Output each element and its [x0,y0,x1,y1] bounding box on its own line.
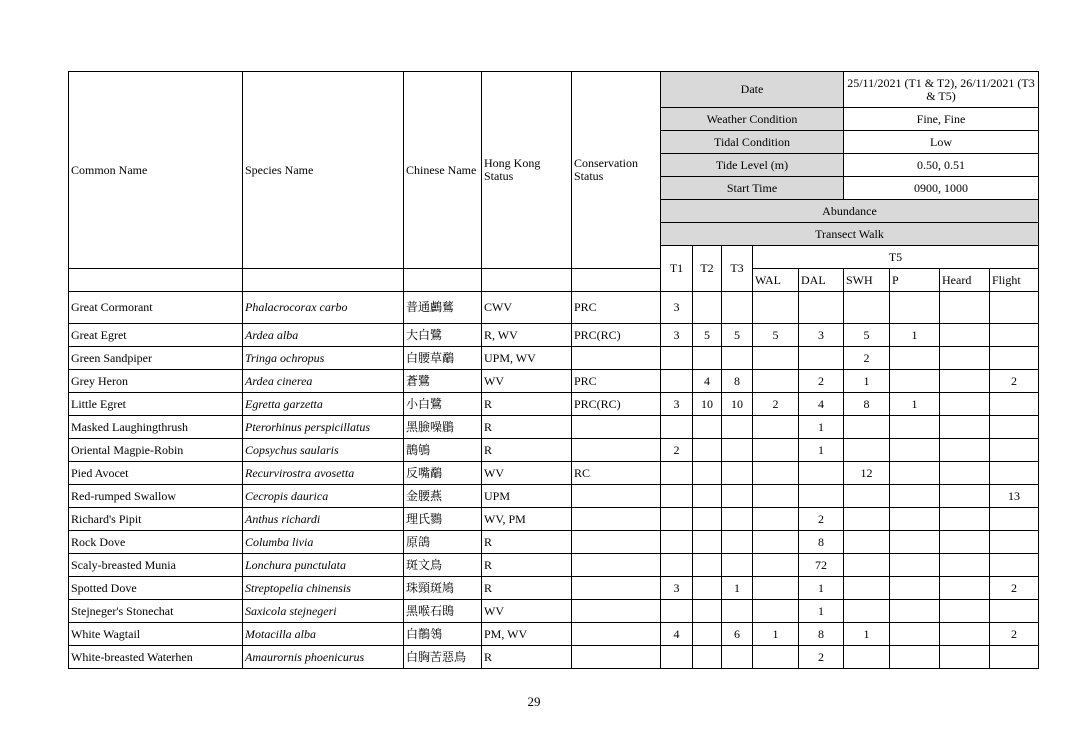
cell-dal [799,462,844,485]
cell-hk-status: R [482,577,572,600]
cell-t3 [722,600,753,623]
cell-species-name: Phalacrocorax carbo [243,292,404,324]
page-number: 29 [527,694,541,709]
cell-p [890,347,940,370]
cell-species-name: Tringa ochropus [243,347,404,370]
cell-species-name: Saxicola stejnegeri [243,600,404,623]
cell-common-name: Green Sandpiper [69,347,243,370]
cell-p [890,462,940,485]
header-hk-status: Hong Kong Status [482,72,572,269]
cell-t3 [722,508,753,531]
cell-common-name: Stejneger's Stonechat [69,600,243,623]
cell-species-name: Ardea alba [243,324,404,347]
cell-flight: 2 [990,577,1039,600]
table-row [69,416,1039,439]
cell-t3: 6 [722,623,753,646]
cell-chinese-name: 蒼鷺 [404,370,482,393]
cell-chinese-name: 金腰燕 [404,485,482,508]
cell-t2 [693,292,722,324]
cell-p [890,531,940,554]
cell-flight [990,646,1039,669]
cell-common-name: White Wagtail [69,623,243,646]
cell-chinese-name: 白腰草鷸 [404,347,482,370]
cell-dal: 3 [799,324,844,347]
cell-heard [940,416,990,439]
header-t5: T5 [753,246,1039,269]
cell-conservation-status [572,646,661,669]
header-swh: SWH [844,269,890,292]
cell-t3 [722,292,753,324]
cell-swh: 5 [844,324,890,347]
cell-t1 [661,416,693,439]
cell-heard [940,531,990,554]
cell-t1 [661,462,693,485]
cell-conservation-status [572,508,661,531]
cell-swh [844,439,890,462]
bird-survey-table [68,71,1039,669]
table-row [69,393,1039,416]
header-species-name: Species Name [243,72,404,269]
cell-dal [799,347,844,370]
table-row [69,485,1039,508]
cell-t2 [693,600,722,623]
cell-conservation-status: PRC [572,292,661,324]
cell-chinese-name: 黑臉噪鶥 [404,416,482,439]
cell-flight [990,554,1039,577]
cell-common-name: Scaly-breasted Munia [69,554,243,577]
cell-hk-status: R [482,554,572,577]
cell-flight [990,600,1039,623]
cell-t1 [661,600,693,623]
survey-value-date: 25/11/2021 (T1 & T2), 26/11/2021 (T3 & T5) [844,72,1039,108]
cell-common-name: Grey Heron [69,370,243,393]
cell-heard [940,462,990,485]
cell-t3: 8 [722,370,753,393]
cell-t3 [722,439,753,462]
cell-common-name: Rock Dove [69,531,243,554]
cell-species-name: Cecropis daurica [243,485,404,508]
header-p: P [890,269,940,292]
cell-hk-status: R, WV [482,324,572,347]
header-conservation-status: Conservation Status [572,72,661,269]
cell-common-name: White-breasted Waterhen [69,646,243,669]
cell-wal: 5 [753,324,799,347]
cell-heard [940,324,990,347]
cell-t2 [693,531,722,554]
cell-p [890,577,940,600]
cell-conservation-status: PRC(RC) [572,324,661,347]
cell-flight: 2 [990,370,1039,393]
cell-flight [990,347,1039,370]
table-row [69,347,1039,370]
cell-wal [753,646,799,669]
cell-flight: 2 [990,623,1039,646]
cell-common-name: Pied Avocet [69,462,243,485]
cell-heard [940,623,990,646]
header-chinese-name: Chinese Name [404,72,482,269]
cell-swh: 8 [844,393,890,416]
cell-flight [990,508,1039,531]
cell-hk-status: WV [482,600,572,623]
cell-heard [940,393,990,416]
cell-t3: 5 [722,324,753,347]
cell-hk-status: R [482,531,572,554]
header-spacer [482,269,572,292]
table-row [69,531,1039,554]
cell-chinese-name: 白胸苦惡鳥 [404,646,482,669]
cell-dal: 2 [799,508,844,531]
cell-t3 [722,462,753,485]
cell-dal: 2 [799,370,844,393]
survey-label-tide-level: Tide Level (m) [661,154,844,177]
cell-conservation-status: PRC(RC) [572,393,661,416]
cell-wal [753,531,799,554]
cell-hk-status: R [482,439,572,462]
cell-dal: 8 [799,531,844,554]
cell-t3 [722,554,753,577]
cell-species-name: Amaurornis phoenicurus [243,646,404,669]
cell-dal: 1 [799,439,844,462]
cell-p: 1 [890,324,940,347]
cell-hk-status: WV [482,370,572,393]
cell-t2 [693,347,722,370]
header-spacer [572,269,661,292]
table-row [69,646,1039,669]
cell-hk-status: R [482,393,572,416]
header-wal: WAL [753,269,799,292]
cell-hk-status: R [482,646,572,669]
cell-common-name: Little Egret [69,393,243,416]
survey-value-start-time: 0900, 1000 [844,177,1039,200]
cell-swh [844,646,890,669]
table-row [69,370,1039,393]
cell-wal [753,485,799,508]
cell-chinese-name: 鵲鴝 [404,439,482,462]
cell-heard [940,646,990,669]
header-t3: T3 [722,246,753,292]
cell-swh: 2 [844,347,890,370]
cell-species-name: Streptopelia chinensis [243,577,404,600]
cell-hk-status: WV, PM [482,508,572,531]
cell-wal [753,347,799,370]
cell-t2 [693,508,722,531]
cell-swh: 1 [844,370,890,393]
cell-conservation-status: RC [572,462,661,485]
table-row [69,292,1039,324]
cell-flight [990,292,1039,324]
survey-label-date: Date [661,72,844,108]
cell-hk-status: PM, WV [482,623,572,646]
cell-heard [940,439,990,462]
cell-chinese-name: 黑喉石鵖 [404,600,482,623]
cell-t2 [693,577,722,600]
cell-conservation-status [572,577,661,600]
cell-t3 [722,485,753,508]
cell-t1 [661,485,693,508]
cell-hk-status: UPM, WV [482,347,572,370]
cell-t2 [693,485,722,508]
cell-p [890,485,940,508]
cell-t1: 2 [661,439,693,462]
cell-p [890,292,940,324]
header-common-name: Common Name [69,72,243,269]
cell-t3 [722,347,753,370]
cell-wal [753,554,799,577]
cell-heard [940,508,990,531]
header-flight: Flight [990,269,1039,292]
cell-species-name: Copsychus saularis [243,439,404,462]
cell-t1: 3 [661,292,693,324]
cell-wal: 1 [753,623,799,646]
cell-flight: 13 [990,485,1039,508]
cell-t2 [693,416,722,439]
cell-wal [753,439,799,462]
cell-chinese-name: 大白鷺 [404,324,482,347]
cell-swh [844,554,890,577]
cell-p [890,508,940,531]
cell-t3: 10 [722,393,753,416]
table-row [69,462,1039,485]
cell-p: 1 [890,393,940,416]
cell-t1 [661,554,693,577]
cell-species-name: Recurvirostra avosetta [243,462,404,485]
survey-label-start-time: Start Time [661,177,844,200]
cell-species-name: Ardea cinerea [243,370,404,393]
cell-t2: 10 [693,393,722,416]
cell-conservation-status [572,600,661,623]
cell-conservation-status: PRC [572,370,661,393]
cell-t1 [661,370,693,393]
header-abundance: Abundance [661,200,1039,223]
cell-conservation-status [572,485,661,508]
cell-swh [844,531,890,554]
cell-hk-status: CWV [482,292,572,324]
cell-swh [844,485,890,508]
cell-chinese-name: 原鴿 [404,531,482,554]
header-transect-walk: Transect Walk [661,223,1039,246]
cell-dal: 1 [799,577,844,600]
cell-hk-status: UPM [482,485,572,508]
cell-t3 [722,416,753,439]
cell-conservation-status [572,554,661,577]
cell-hk-status: WV [482,462,572,485]
cell-dal: 2 [799,646,844,669]
cell-swh [844,416,890,439]
table-row [69,600,1039,623]
cell-dal: 1 [799,600,844,623]
cell-flight [990,462,1039,485]
cell-dal: 8 [799,623,844,646]
cell-t3 [722,646,753,669]
table-row [69,508,1039,531]
cell-chinese-name: 反嘴鷸 [404,462,482,485]
cell-common-name: Great Cormorant [69,292,243,324]
cell-chinese-name: 普通鸕鶿 [404,292,482,324]
cell-species-name: Lonchura punctulata [243,554,404,577]
cell-hk-status: R [482,416,572,439]
cell-flight [990,531,1039,554]
cell-species-name: Columba livia [243,531,404,554]
cell-t1: 3 [661,393,693,416]
cell-swh [844,577,890,600]
cell-heard [940,554,990,577]
survey-value-tide-level: 0.50, 0.51 [844,154,1039,177]
cell-chinese-name: 白鶺鴒 [404,623,482,646]
cell-common-name: Masked Laughingthrush [69,416,243,439]
cell-conservation-status [572,531,661,554]
table-row [69,439,1039,462]
cell-t2 [693,439,722,462]
cell-flight [990,416,1039,439]
cell-swh: 1 [844,623,890,646]
cell-p [890,600,940,623]
cell-flight [990,393,1039,416]
table-row [69,554,1039,577]
cell-heard [940,577,990,600]
cell-wal [753,577,799,600]
cell-species-name: Anthus richardi [243,508,404,531]
cell-wal [753,292,799,324]
cell-t2: 4 [693,370,722,393]
table-row [69,623,1039,646]
survey-label-weather: Weather Condition [661,108,844,131]
header-spacer [404,269,482,292]
cell-common-name: Oriental Magpie-Robin [69,439,243,462]
cell-conservation-status [572,347,661,370]
cell-t1 [661,646,693,669]
cell-heard [940,347,990,370]
header-spacer [69,269,243,292]
cell-common-name: Great Egret [69,324,243,347]
cell-species-name: Pterorhinus perspicillatus [243,416,404,439]
cell-chinese-name: 理氏鷚 [404,508,482,531]
header-dal: DAL [799,269,844,292]
cell-t1: 3 [661,577,693,600]
cell-p [890,416,940,439]
cell-t2 [693,554,722,577]
cell-species-name: Motacilla alba [243,623,404,646]
cell-common-name: Red-rumped Swallow [69,485,243,508]
cell-wal [753,600,799,623]
cell-common-name: Spotted Dove [69,577,243,600]
cell-dal [799,292,844,324]
cell-wal: 2 [753,393,799,416]
cell-chinese-name: 斑文鳥 [404,554,482,577]
cell-t1 [661,531,693,554]
cell-heard [940,370,990,393]
cell-t1: 3 [661,324,693,347]
cell-dal: 4 [799,393,844,416]
cell-heard [940,485,990,508]
survey-label-tidal: Tidal Condition [661,131,844,154]
cell-t2 [693,646,722,669]
cell-species-name: Egretta garzetta [243,393,404,416]
cell-heard [940,600,990,623]
cell-flight [990,324,1039,347]
cell-swh [844,600,890,623]
cell-conservation-status [572,623,661,646]
cell-t3: 1 [722,577,753,600]
cell-p [890,439,940,462]
cell-heard [940,292,990,324]
header-t1: T1 [661,246,693,292]
cell-chinese-name: 珠頸斑鳩 [404,577,482,600]
cell-conservation-status [572,416,661,439]
survey-value-tidal: Low [844,131,1039,154]
cell-wal [753,416,799,439]
cell-t3 [722,531,753,554]
cell-p [890,646,940,669]
cell-p [890,370,940,393]
cell-chinese-name: 小白鷺 [404,393,482,416]
cell-flight [990,439,1039,462]
header-heard: Heard [940,269,990,292]
cell-swh [844,292,890,324]
cell-t2 [693,462,722,485]
table-row [69,577,1039,600]
cell-t1: 4 [661,623,693,646]
cell-t2: 5 [693,324,722,347]
cell-t1 [661,508,693,531]
header-t2: T2 [693,246,722,292]
cell-t1 [661,347,693,370]
cell-wal [753,508,799,531]
survey-value-weather: Fine, Fine [844,108,1039,131]
cell-dal [799,485,844,508]
cell-swh: 12 [844,462,890,485]
cell-swh [844,508,890,531]
table-row [69,324,1039,347]
cell-conservation-status [572,439,661,462]
cell-dal: 72 [799,554,844,577]
cell-common-name: Richard's Pipit [69,508,243,531]
cell-wal [753,462,799,485]
header-spacer [243,269,404,292]
cell-p [890,623,940,646]
cell-p [890,554,940,577]
cell-wal [753,370,799,393]
cell-dal: 1 [799,416,844,439]
cell-t2 [693,623,722,646]
